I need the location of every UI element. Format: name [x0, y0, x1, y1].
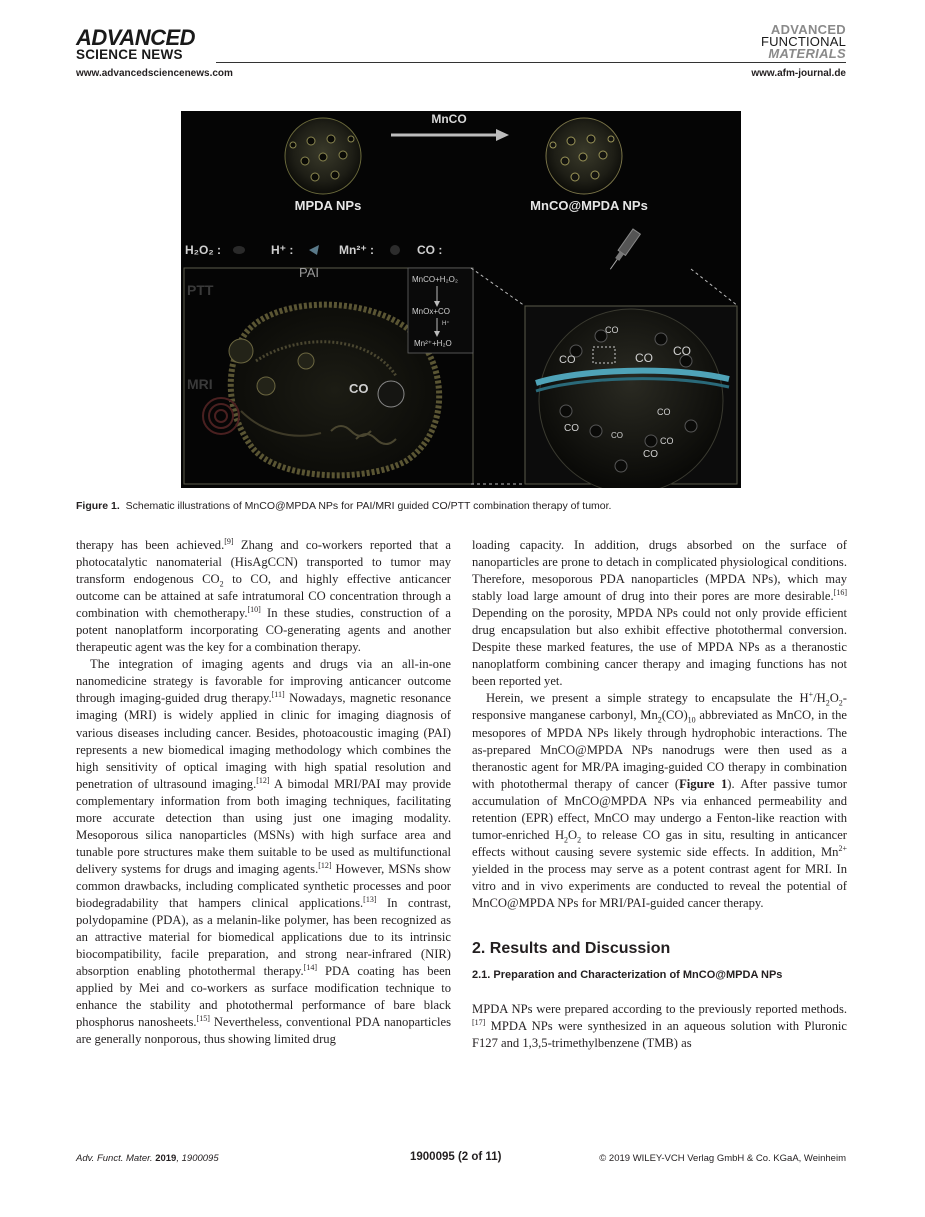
footer-copyright: © 2019 WILEY-VCH Verlag GmbH & Co. KGaA, Weinheim — [599, 1153, 846, 1164]
pai-label: PAI — [299, 265, 319, 280]
co-release-label: CO — [349, 381, 369, 396]
journal-logo-line3: MATERIALS — [768, 46, 846, 61]
footer-citation — [76, 1153, 219, 1164]
co-label-8: CO — [660, 436, 674, 446]
reaction-step-1: MnCO+H₂O₂ — [412, 275, 458, 284]
paragraph: The integration of imaging agents and drugs via an all-in-one nanomedicine strategy is favorable for improving anticancer outcome through imaging-guided drug therapy.[11] Nowadays, magnetic resonance imaging (MRI) is widely applied in clinic for imaging diagnosis of various diseases including cancer. Besides, photoacoustic imaging (PAI) represents a new biomedical imaging methodology which combines the high sensitivity of optical imaging with high spatial resolution and penetration of ultrasound imaging.[12] A bimodal MRI/PAI may provide complementary information from both imaging techniques, facilitating more accurate detection than using just one imaging modality. Mesoporous silica nanoparticles (MSNs) with high surface area and tunable pore structures make them suitable to be used as multifunctional delivery systems for drugs and imaging agents.[12] However, MSNs show common drawbacks, including complicated synthetic processes and poor biodegradability that hampers clinical applications.[13] In contrast, polydopamine (PDA), as a melanin-like polymer, has been recognized as an attractive material for biomedical applications due to its intrinsic biocompatibility, facile preparation, and strong near-infrared (NIR) absorption enabling photothermal therapy.[14] PDA coating has been applied by Mei and co-workers as surface modification technique to enhance the stability and photothermal performance of bare black phosphorus nanosheets.[15] Nevertheless, conventional PDA nanoparticles are generally nonporous, thus showing limited drug — [76, 657, 451, 1047]
reaction-step-3: Mn²⁺+H₂O — [414, 339, 452, 348]
publisher-url[interactable]: www.advancedsciencenews.com — [76, 68, 233, 79]
co-label-2: CO — [559, 354, 576, 366]
co-label-6: CO — [564, 423, 579, 434]
body-column-right — [472, 537, 847, 1052]
mpda-np-label: MPDA NPs — [294, 198, 362, 213]
co-label-4: CO — [673, 344, 691, 358]
legend-mn2: Mn²⁺ : — [339, 243, 374, 257]
footer-journal: Adv. Funct. Mater. — [76, 1153, 153, 1164]
reaction-h-plus: H⁺ — [442, 321, 450, 327]
figure-caption — [76, 500, 611, 512]
arrow-label: MnCO — [431, 112, 467, 126]
mnco-mpda-np-label: MnCO@MPDA NPs — [530, 198, 648, 213]
tumor-tissue-graphic — [203, 305, 439, 476]
legend-h-plus: H⁺ : — [271, 243, 294, 257]
publisher-logo-line2: SCIENCE NEWS — [76, 47, 183, 62]
figure-caption-label: Figure 1. — [76, 500, 120, 512]
publisher-logo-line1: ADVANCED — [76, 25, 196, 50]
section-title: 2. Results and Discussion — [472, 940, 671, 958]
co-label-1: CO — [605, 325, 619, 335]
figure-1-schematic — [181, 111, 741, 488]
footer-page-number: 1900095 (2 of 11) — [410, 1151, 502, 1163]
reaction-arrow-head — [496, 129, 509, 141]
co-label-3: CO — [635, 351, 653, 365]
journal-logo-line2: FUNCTIONAL — [760, 34, 846, 49]
mpda-np-graphic — [285, 118, 361, 194]
co-label-9: CO — [643, 449, 658, 460]
paragraph: MPDA NPs were prepared according to the previously reported methods.[17] MPDA NPs were synthesized in an aqueous solution with Pluronic F127 and 1,3,5-trimethylbenzene (TMB) as — [472, 1002, 847, 1051]
paragraph: therapy has been achieved.[9] Zhang and co-workers reported that a photocatalytic nanomaterial (HisAgCCN) transported to tumor may transform endogenous $CO_2$ to CO, and highly effective anticancer outcome can be attained at safe intratumoral CO concentration through a combination with chemotherapy.[10] In these studies, construction of a potent nanoplatform incorporating CO-generating agents and another therapeutic agent was the key for a combination therapy. — [76, 536, 452, 655]
mri-label: MRI — [187, 376, 213, 392]
subsection-title: 2.1. Preparation and Characterization of MnCO@MPDA NPs — [472, 969, 783, 982]
journal-url[interactable]: www.afm-journal.de — [751, 68, 846, 79]
co-label-7: CO — [611, 431, 623, 440]
footer-year: 2019 — [155, 1153, 177, 1164]
body-column-left — [76, 537, 451, 1048]
ptt-label: PTT — [187, 282, 214, 298]
journal-logo — [761, 24, 846, 60]
reaction-step-2: MnOx+CO — [412, 307, 451, 316]
syringe-icon — [607, 229, 641, 272]
publisher-logo — [76, 25, 196, 62]
co-label-5: CO — [657, 407, 671, 417]
footer-article: , 1900095 — [176, 1153, 219, 1164]
header-rule — [216, 62, 846, 63]
legend-h2o2: H₂O₂ : — [185, 243, 221, 257]
journal-logo-line1: ADVANCED — [770, 22, 846, 37]
paragraph: loading capacity. In addition, drugs absorbed on the surface of nanoparticles are prone to detach in complicated physiological conditions. Therefore, mesoporous PDA nanoparticles (MPDA NPs), which may stably load large amount of drug into their pores are more desirable.[16] Depending on the porosity, MPDA NPs could not only provide efficient drug encapsulation but also exhibit effective photothermal conversion. Despite these marked features, the use of MPDA NPs as a theranostic nanoplatform combining cancer therapy and imaging functions has not been reported yet. — [472, 538, 847, 689]
legend-co: CO : — [417, 243, 443, 257]
figure-caption-text: Schematic illustrations of MnCO@MPDA NPs for PAI/MRI guided CO/PTT combination therapy of tumor. — [125, 500, 612, 512]
mnco-mpda-np-graphic — [546, 118, 622, 194]
paragraph: Herein, we present a simple strategy to encapsulate the $H^+/H_2O_2$-responsive manganese carbonyl, $Mn_2(CO)_{10}$ abbreviated as MnCO, in the mesopores of MPDA NPs likely through hydrophobic interactions. The as-prepared MnCO@MPDA NPs nanodrugs were then used as a theranostic agent for MR/PA imaging-guided CO therapy in combination with photothermal therapy of cancer (Figure 1). After passive tumor accumulation of MnCO@MPDA NPs via enhanced permeability and retention (EPR) effect, MnCO may undergo a Fenton-like reaction with tumor-enriched $H_2O_2$ to release CO gas in situ, resulting in anticancer effects without causing severe systemic side effects. In addition, $Mn^{2+}$ yielded in the process may serve as a potent contrast agent for MRI. In vitro and in vivo experiments are conducted to reveal the potential of MnCO@MPDA NPs for MRI/PAI-guided cancer therapy. — [472, 690, 848, 910]
